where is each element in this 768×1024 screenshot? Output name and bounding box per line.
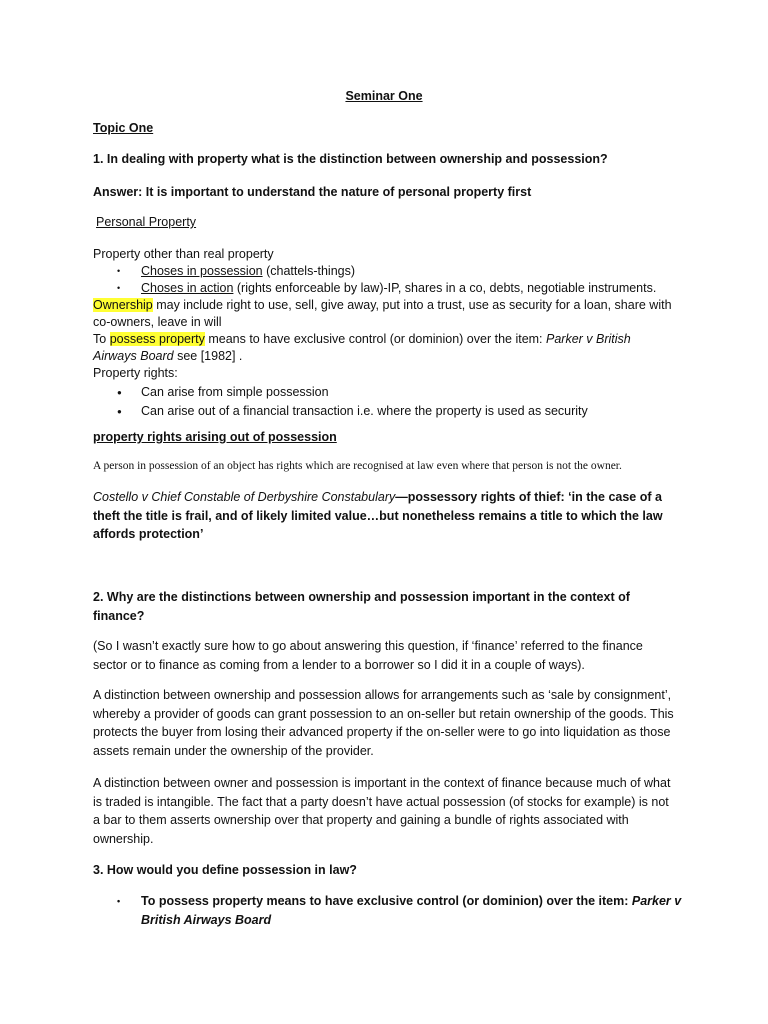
personal-property-section <box>93 246 683 420</box>
choses-possession-desc: (chattels-things) <box>262 264 356 278</box>
possession-rights-heading: property rights arising out of possession <box>93 430 337 444</box>
question-2: 2. Why are the distinctions between ownership and possession important in the context of finance? <box>93 590 630 623</box>
parker-case-name: Parker v British Airways Board <box>93 332 631 363</box>
list-item: ● Can arise from simple possession <box>93 384 683 401</box>
property-rights-label: Property rights: <box>93 366 178 380</box>
question-3: 3. How would you define possession in law? <box>93 863 357 877</box>
property-rights-list <box>93 384 683 420</box>
ownership-highlight: Ownership <box>93 298 153 312</box>
possession-definition-text: To possess property means to have exclusive control (or dominion) over the item: <box>141 894 632 908</box>
possession-definition-list <box>93 892 683 929</box>
parker-case-name-2: Parker v British Airways Board <box>141 894 682 927</box>
document-title: Seminar One <box>345 89 423 103</box>
possess-lead: To <box>93 332 110 346</box>
consignment-paragraph: A distinction between ownership and possession allows for arrangements such as ‘sale by consignment’, whereby a provider of goods can grant possession to an on-seller but retain ownership of the goods. This protects the buyer from losing their advanced property if the on-seller were to go into liquidation as those assets remain under the ownership of the provider. <box>93 688 674 758</box>
topic-heading: Topic One <box>93 121 154 135</box>
finance-note-paragraph: (So I wasn’t exactly sure how to go about answering this question, if ‘finance’ referred to the finance sector or to finance as coming from a lender to a borrower so I did it in a couple of ways). <box>93 639 643 672</box>
choses-possession-term: Choses in possession <box>141 264 263 278</box>
choses-action-term: Choses in action <box>141 281 234 295</box>
list-item <box>93 892 683 929</box>
possess-highlight: possess property <box>109 332 205 346</box>
answer-intro: Answer: It is important to understand the nature of personal property first <box>93 185 532 199</box>
possess-paragraph <box>93 331 663 365</box>
costello-quote: —possessory rights of thief: ‘in the case of a theft the title is frail, and of likely limited value…but nonetheless remains a title to which the law affords protection’ <box>93 490 663 541</box>
choses-action-desc: (rights enforceable by law)-IP, shares in a co, debts, negotiable instruments. <box>233 281 657 295</box>
ownership-text: may include right to use, sell, give away, put into a trust, use as security for a loan, share with co-owners, leave in will <box>93 298 672 329</box>
possess-text: means to have exclusive control (or dominion) over the item: <box>204 332 547 346</box>
ownership-paragraph <box>93 297 678 331</box>
intangible-paragraph: A distinction between owner and possession is important in the context of finance because much of what is traded is intangible. The fact that a party doesn’t have actual possession (of stocks for example) is not a bar to them asserts ownership over that property and gaining a bundle of rights associated with ownership. <box>93 776 671 846</box>
costello-case-name: Costello v Chief Constable of Derbyshire Constabulary <box>93 490 396 504</box>
serif-paragraph: A person in possession of an object has rights which are recognised at law even where that person is not the owner. <box>93 460 622 472</box>
costello-paragraph <box>93 488 663 544</box>
question-1: 1. In dealing with property what is the distinction between ownership and possession? <box>93 152 608 166</box>
choses-list <box>93 263 683 297</box>
property-other-text: Property other than real property <box>93 247 274 261</box>
personal-property-heading: Personal Property <box>96 215 197 229</box>
list-item <box>93 280 683 297</box>
parker-citation: see [1982] . <box>173 349 243 363</box>
list-item: ● Can arise out of a financial transaction i.e. where the property is used as security <box>93 403 683 420</box>
list-item <box>93 263 683 280</box>
